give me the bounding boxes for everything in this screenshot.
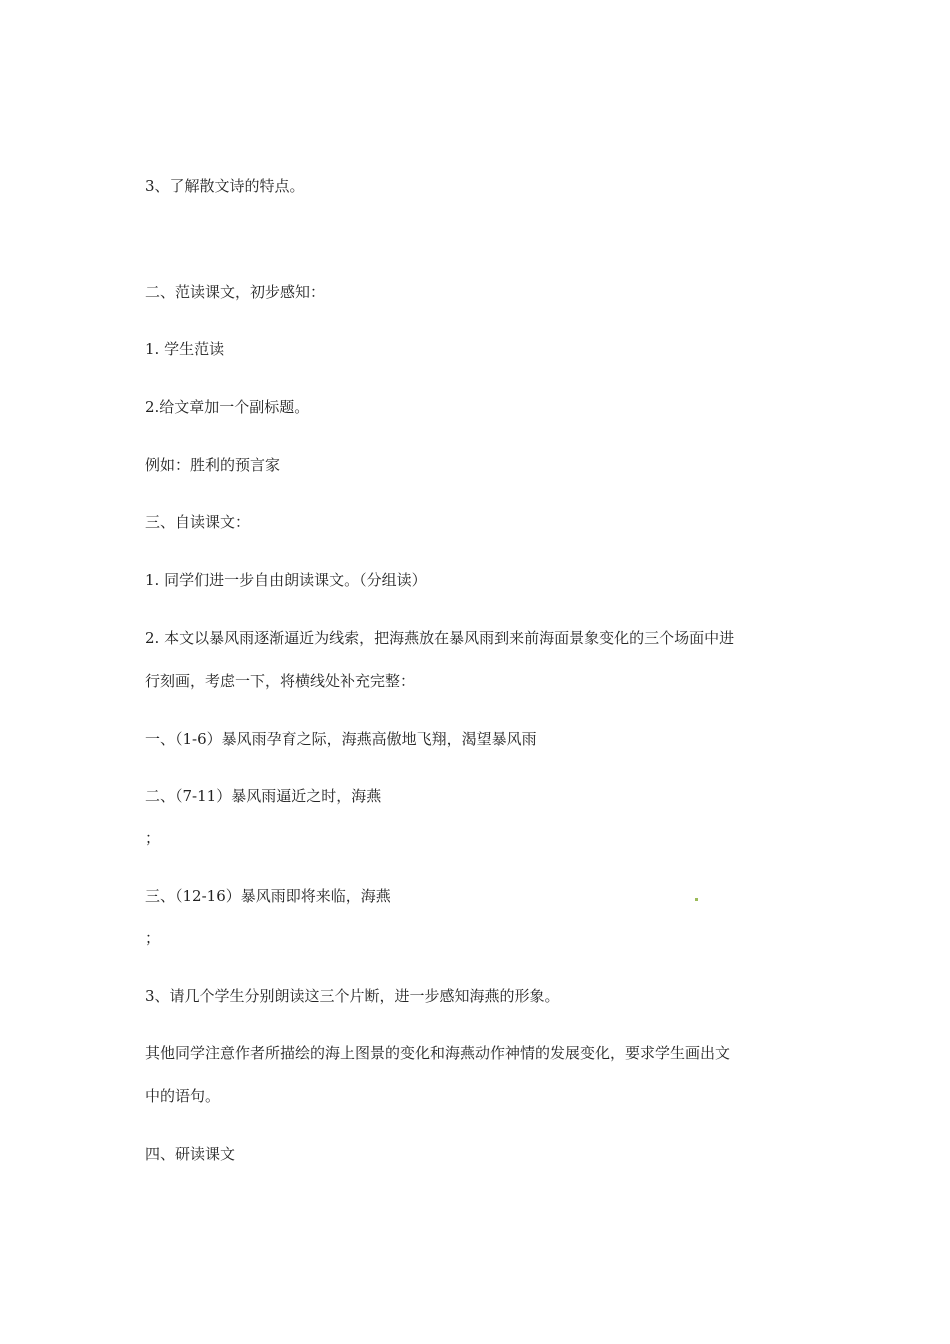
step-3-paragraph-line-1: 其他同学注意作者所描绘的海上图景的变化和海燕动作神情的发展变化，要求学生画出文 [145,1044,731,1062]
step-3-paragraph-line-2: 中的语句。 [145,1087,221,1105]
step-2-paragraph-line-1: 2. 本文以暴风雨逐渐逼近为线索，把海燕放在暴风雨到来前海面景象变化的三个场面中进 [145,629,735,647]
step-2-subtitle: 2.给文章加一个副标题。 [145,398,310,416]
scene-3-line: 三、（12-16）暴风雨即将来临，海燕 [145,887,391,905]
section-3-heading: 三、自读课文： [145,513,251,531]
stray-dot-mark [695,898,698,901]
step-2-paragraph-line-2: 行刻画，考虑一下，将横线处补充完整： [145,672,416,690]
step-1-group-reading: 1. 同学们进一步自由朗读课文。（分组读） [145,571,427,589]
step-3-reading: 3、请几个学生分别朗读这三个片断，进一步感知海燕的形象。 [145,987,560,1005]
subtitle-example: 例如：胜利的预言家 [145,456,281,474]
section-2-heading: 二、范读课文，初步感知： [145,283,326,301]
step-1-student-reading: 1. 学生范读 [145,340,225,358]
scene-1-line: 一、（1-6）暴风雨孕育之际，海燕高傲地飞翔，渴望暴风雨 [145,730,537,748]
objective-3: 3、了解散文诗的特点。 [145,177,305,195]
scene-2-line: 二、（7-11）暴风雨逼近之时，海燕 [145,787,382,805]
section-4-heading: 四、研读课文 [145,1145,236,1163]
scene-3-blank-end: ； [145,929,161,947]
scene-2-blank-end: ； [145,829,161,847]
